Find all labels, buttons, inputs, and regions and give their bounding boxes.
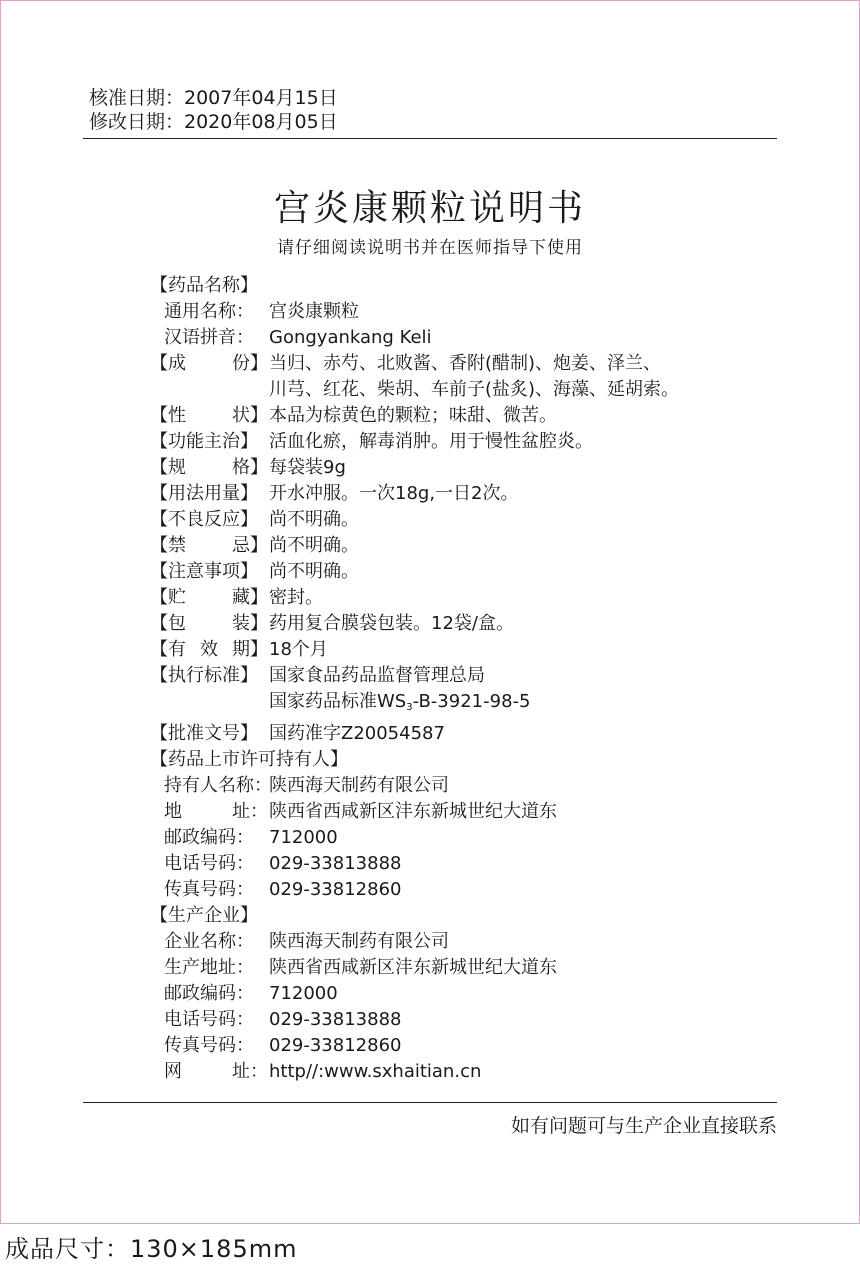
- row-holder-name: [150, 773, 790, 799]
- holder-addr-label: 地 址：: [164, 801, 268, 822]
- storage-label: 【贮 藏】: [150, 587, 268, 608]
- row-holder-tel: [150, 851, 790, 877]
- subscript-3: 3: [406, 702, 413, 713]
- row-contra: [150, 533, 790, 559]
- manufacturer-label: 【生产企业】: [150, 905, 258, 926]
- contra-value: 尚不明确。: [269, 535, 359, 556]
- row-validity: [150, 637, 790, 663]
- holder-fax-value: 029-33812860: [269, 879, 402, 900]
- row-precautions: [150, 559, 790, 585]
- section-holder: [150, 747, 790, 773]
- adverse-label: 【不良反应】: [150, 509, 258, 530]
- holder-label: 【药品上市许可持有人】: [150, 749, 348, 770]
- leaflet-body: [150, 273, 790, 1085]
- row-holder-addr: [150, 799, 790, 825]
- generic-name-value: 宫炎康颗粒: [269, 301, 359, 322]
- holder-zip-label: 邮政编码：: [164, 827, 254, 848]
- mfr-zip-value: 712000: [269, 983, 338, 1004]
- top-divider: [83, 138, 777, 139]
- document-title: 宫炎康颗粒说明书: [273, 188, 586, 229]
- storage-value: 密封。: [269, 587, 323, 608]
- contact-note: 如有问题可与生产企业直接联系: [510, 1115, 777, 1137]
- mfr-fax-value: 029-33812860: [269, 1035, 402, 1056]
- holder-addr-value: 陕西省西咸新区沣东新城世纪大道东: [269, 801, 557, 822]
- properties-value: 本品为棕黄色的颗粒；味甜、微苦。: [269, 405, 557, 426]
- pinyin-label: 汉语拼音：: [164, 327, 254, 348]
- revision-date: 修改日期：2020年08月05日: [89, 111, 338, 133]
- approval-date: 核准日期：2007年04月15日: [89, 87, 338, 109]
- row-mfr-tel: [150, 1007, 790, 1033]
- holder-zip-value: 712000: [269, 827, 338, 848]
- indications-label: 【功能主治】: [150, 431, 258, 452]
- row-ingredients: [150, 351, 790, 377]
- approval-no-label: 【批准文号】: [150, 723, 258, 744]
- package-value: 药用复合膜袋包装。12袋/盒。: [269, 613, 514, 634]
- row-usage: [150, 481, 790, 507]
- row-spec: [150, 455, 790, 481]
- document-subtitle: 请仔细阅读说明书并在医师指导下使用: [277, 238, 583, 258]
- ingredients-label: 【成 份】: [150, 353, 268, 374]
- mfr-tel-value: 029-33813888: [269, 1009, 402, 1030]
- indications-value: 活血化瘀，解毒消肿。用于慢性盆腔炎。: [269, 431, 593, 452]
- mfr-addr-value: 陕西省西咸新区沣东新城世纪大道东: [269, 957, 557, 978]
- row-approval-no: [150, 721, 790, 747]
- standard-label: 【执行标准】: [150, 665, 258, 686]
- precautions-label: 【注意事项】: [150, 561, 258, 582]
- holder-fax-label: 传真号码：: [164, 879, 254, 900]
- finished-size-note: 成品尺寸：130×185mm: [5, 1235, 298, 1263]
- package-label: 【包 装】: [150, 613, 268, 634]
- row-indications: [150, 429, 790, 455]
- spec-value: 每袋装9g: [269, 457, 346, 478]
- row-mfr-zip: [150, 981, 790, 1007]
- row-storage: [150, 585, 790, 611]
- row-holder-fax: [150, 877, 790, 903]
- row-mfr-addr: [150, 955, 790, 981]
- bottom-divider: [83, 1102, 777, 1103]
- ingredients-value-line2: 川芎、红花、柴胡、车前子(盐炙)、海藻、延胡索。: [269, 379, 680, 400]
- row-package: [150, 611, 790, 637]
- mfr-zip-label: 邮政编码：: [164, 983, 254, 1004]
- approval-no-value: 国药准字Z20054587: [269, 723, 445, 744]
- mfr-tel-label: 电话号码：: [164, 1009, 254, 1030]
- row-generic-name: [150, 299, 790, 325]
- date-block: [89, 86, 338, 134]
- properties-label: 【性 状】: [150, 405, 268, 426]
- row-mfr-web: [150, 1059, 790, 1085]
- row-properties: [150, 403, 790, 429]
- row-ingredients-cont: [150, 377, 790, 403]
- pinyin-value: Gongyankang Keli: [269, 327, 432, 348]
- row-holder-zip: [150, 825, 790, 851]
- mfr-name-value: 陕西海天制药有限公司: [269, 931, 449, 952]
- precautions-value: 尚不明确。: [269, 561, 359, 582]
- contra-label: 【禁 忌】: [150, 535, 268, 556]
- row-mfr-fax: [150, 1033, 790, 1059]
- generic-name-label: 通用名称：: [164, 301, 254, 322]
- usage-label: 【用法用量】: [150, 483, 258, 504]
- validity-value: 18个月: [269, 639, 328, 660]
- adverse-value: 尚不明确。: [269, 509, 359, 530]
- standard-value-line1: 国家食品药品监督管理总局: [269, 665, 485, 686]
- drug-name-label: 【药品名称】: [150, 275, 258, 296]
- section-manufacturer: [150, 903, 790, 929]
- ingredients-value-line1: 当归、赤芍、北败酱、香附(醋制)、炮姜、泽兰、: [269, 353, 662, 374]
- standard-value-line2: 国家药品标准$WS_3-B-3921-98-5$: [269, 691, 531, 713]
- mfr-fax-label: 传真号码：: [164, 1035, 254, 1056]
- row-mfr-name: [150, 929, 790, 955]
- validity-label: 【有 效 期】: [150, 639, 268, 660]
- holder-tel-value: 029-33813888: [269, 853, 402, 874]
- row-standard-cont: [150, 689, 790, 715]
- holder-tel-label: 电话号码：: [164, 853, 254, 874]
- mfr-addr-label: 生产地址：: [164, 957, 254, 978]
- mfr-web-label: 网 址：: [164, 1061, 268, 1082]
- mfr-name-label: 企业名称：: [164, 931, 254, 952]
- holder-name-value: 陕西海天制药有限公司: [269, 775, 449, 796]
- mfr-web-value: http//:www.sxhaitian.cn: [269, 1061, 482, 1082]
- row-standard: [150, 663, 790, 689]
- spec-label: 【规 格】: [150, 457, 268, 478]
- section-drug-name: [150, 273, 790, 299]
- usage-value: 开水冲服。一次18g,一日2次。: [269, 483, 519, 504]
- row-adverse: [150, 507, 790, 533]
- holder-name-label: 持有人名称：: [164, 775, 272, 796]
- row-pinyin: [150, 325, 790, 351]
